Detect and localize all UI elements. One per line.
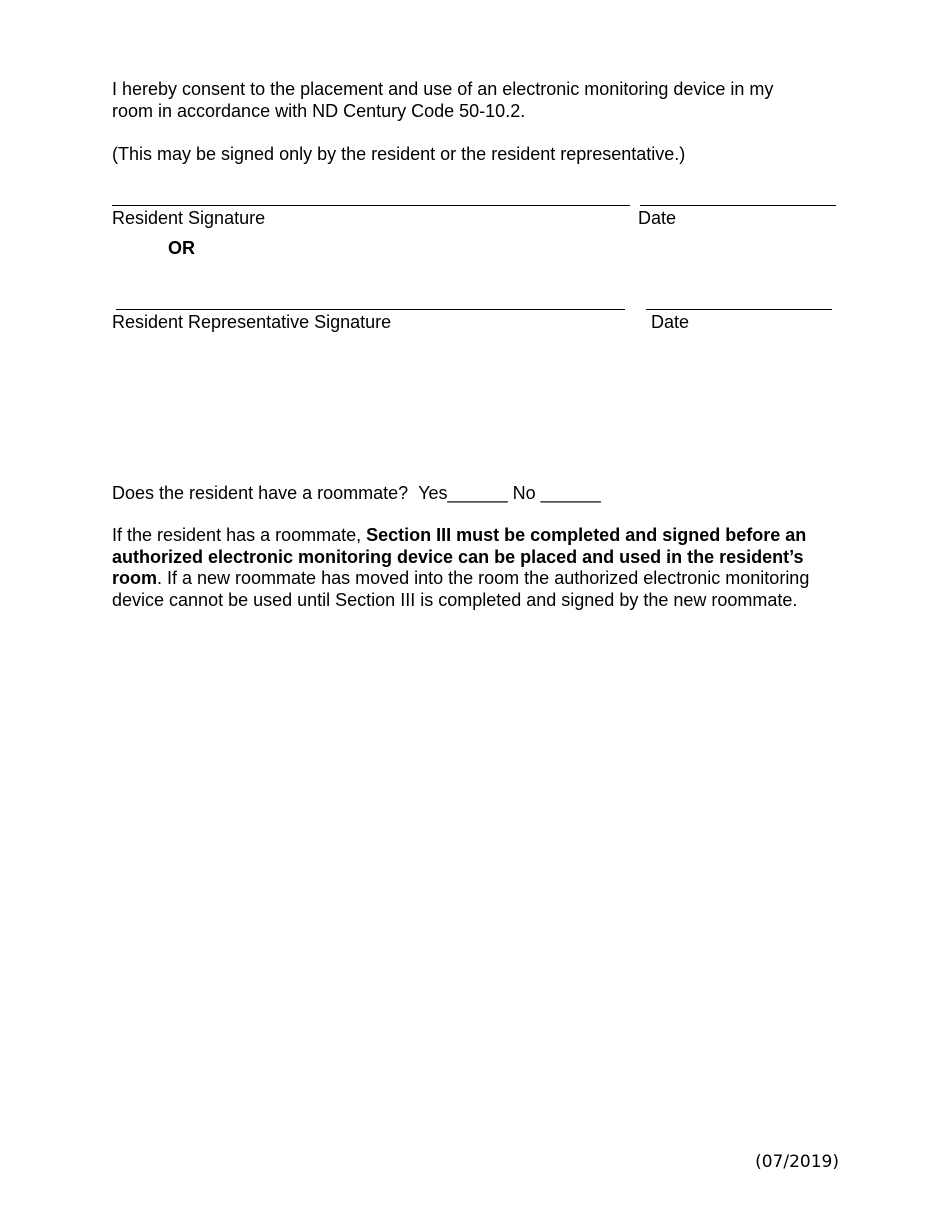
representative-signature-label: Resident Representative Signature <box>112 312 392 332</box>
roommate-instructions <box>112 525 842 611</box>
roommate-yes-field[interactable]: Yes______ <box>418 483 508 503</box>
revision-date: (07/2019) <box>755 1152 839 1172</box>
roommate-no-field[interactable]: No ______ <box>512 483 601 503</box>
roommate-question: Does the resident have a roommate? <box>112 483 409 503</box>
resident-signature-line[interactable] <box>112 205 630 206</box>
signature-restriction-note: (This may be signed only by the resident or the resident representative.) <box>112 144 686 164</box>
roommate-instructions-bold: Section III must be completed and signed before an authorized electronic monitoring device can be placed and used in the resident’s room <box>112 525 807 588</box>
representative-date-line[interactable] <box>646 309 832 310</box>
resident-signature-label: Resident Signature <box>112 208 266 228</box>
or-label: OR <box>168 238 195 258</box>
roommate-instructions-intro: If the resident has a roommate, <box>112 525 367 545</box>
resident-date-line[interactable] <box>640 205 836 206</box>
consent-line-1: I hereby consent to the placement and use of an electronic monitoring device in my <box>112 79 774 99</box>
representative-signature-line[interactable] <box>116 309 625 310</box>
resident-date-label: Date <box>638 208 677 228</box>
representative-date-label: Date <box>651 312 690 332</box>
consent-line-2: room in accordance with ND Century Code 50-10.2. <box>112 101 526 121</box>
roommate-instructions-rest: . If a new roommate has moved into the room the authorized electronic monitoring device cannot be used until Section III is completed and signed by the new roommate. <box>112 568 810 610</box>
roommate-question-row <box>112 482 601 504</box>
